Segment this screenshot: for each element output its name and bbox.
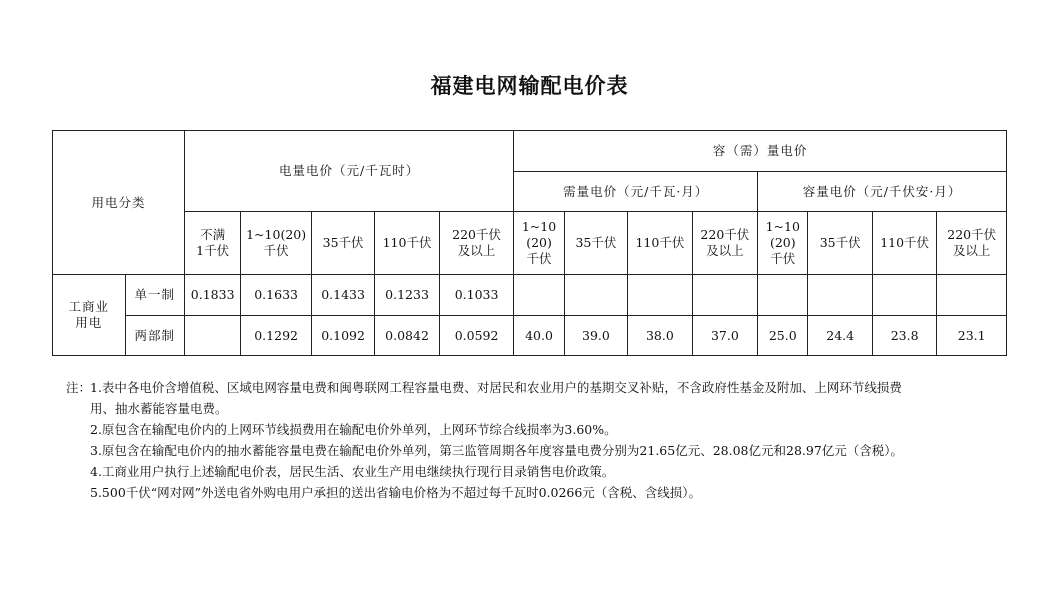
table-cell: 0.1233 (375, 275, 439, 316)
energy-col-header: 1~10(20) 千伏 (241, 212, 312, 275)
note-item: 5.500千伏“网对网”外送电省外购电用户承担的送出省输电价格为不超过每千瓦时0.0266元（含税、含线损）。 (90, 485, 702, 500)
table-cell: 0.1092 (311, 316, 374, 356)
demand-col-header: 1~10 (20) 千伏 (514, 212, 564, 275)
table-cell (937, 275, 1007, 316)
table-cell (564, 275, 627, 316)
demand-price-header: 需量电价（元/千瓦·月） (514, 172, 758, 212)
table-cell: 40.0 (514, 316, 564, 356)
capacity-demand-header: 容（需）量电价 (514, 131, 1007, 172)
energy-col-header: 110千伏 (375, 212, 439, 275)
note-item: 3.原包含在输配电价内的抽水蓄能容量电费在输配电价外单列，第三监管周期各年度容量电费分别为21.65亿元、28.08亿元和28.97亿元（含税）。 (90, 443, 904, 458)
demand-col-header: 35千伏 (564, 212, 627, 275)
note-item: 2.原包含在输配电价内的上网环节线损费用在输配电价外单列，上网环节综合线损率为3.60%。 (90, 422, 617, 437)
table-cell: 0.0842 (375, 316, 439, 356)
row-label: 两部制 (125, 316, 184, 356)
capacity-col-header: 110千伏 (872, 212, 936, 275)
category-header: 用电分类 (53, 131, 185, 275)
page-title: 福建电网输配电价表 (430, 73, 629, 98)
table-cell: 0.0592 (439, 316, 514, 356)
tariff-table (52, 130, 1007, 356)
capacity-col-header: 35千伏 (808, 212, 872, 275)
energy-col-header: 不满 1千伏 (184, 212, 240, 275)
energy-price-header: 电量电价（元/千瓦时） (184, 131, 513, 212)
table-cell: 0.1433 (311, 275, 374, 316)
row-label: 单一制 (125, 275, 184, 316)
table-cell: 23.8 (872, 316, 936, 356)
energy-col-header: 35千伏 (311, 212, 374, 275)
capacity-price-header: 容量电价（元/千伏安·月） (758, 172, 1007, 212)
demand-col-header: 110千伏 (628, 212, 692, 275)
table-cell (758, 275, 808, 316)
table-row (53, 316, 1007, 356)
note-item: 用、抽水蓄能容量电费。 (90, 401, 228, 416)
group-label: 工商业 用电 (53, 275, 126, 356)
table-cell: 0.1633 (241, 275, 312, 316)
note-item: 注： 1.表中各电价含增值税、区域电网容量电费和闽粤联网工程容量电费、对居民和农业用户的基期交叉补贴，不含政府性基金及附加、上网环节线损费 (66, 377, 1016, 398)
table-cell: 38.0 (628, 316, 692, 356)
note-item: 4.工商业用户执行上述输配电价表，居民生活、农业生产用电继续执行现行目录销售电价政策。 (90, 464, 615, 479)
energy-col-header: 220千伏 及以上 (439, 212, 514, 275)
table-cell: 0.1033 (439, 275, 514, 316)
table-row (53, 275, 1007, 316)
table-cell: 25.0 (758, 316, 808, 356)
capacity-col-header: 220千伏 及以上 (937, 212, 1007, 275)
table-cell: 0.1292 (241, 316, 312, 356)
table-cell (808, 275, 872, 316)
demand-col-header: 220千伏 及以上 (692, 212, 757, 275)
capacity-col-header: 1~10 (20) 千伏 (758, 212, 808, 275)
table-cell (184, 316, 240, 356)
notes-lead: 注： (66, 380, 92, 395)
table-cell: 23.1 (937, 316, 1007, 356)
table-cell: 0.1833 (184, 275, 240, 316)
table-cell: 24.4 (808, 316, 872, 356)
table-cell (628, 275, 692, 316)
table-cell (692, 275, 757, 316)
table-cell (514, 275, 564, 316)
table-cell: 37.0 (692, 316, 757, 356)
table-cell (872, 275, 936, 316)
table-cell: 39.0 (564, 316, 627, 356)
notes (66, 377, 1016, 503)
